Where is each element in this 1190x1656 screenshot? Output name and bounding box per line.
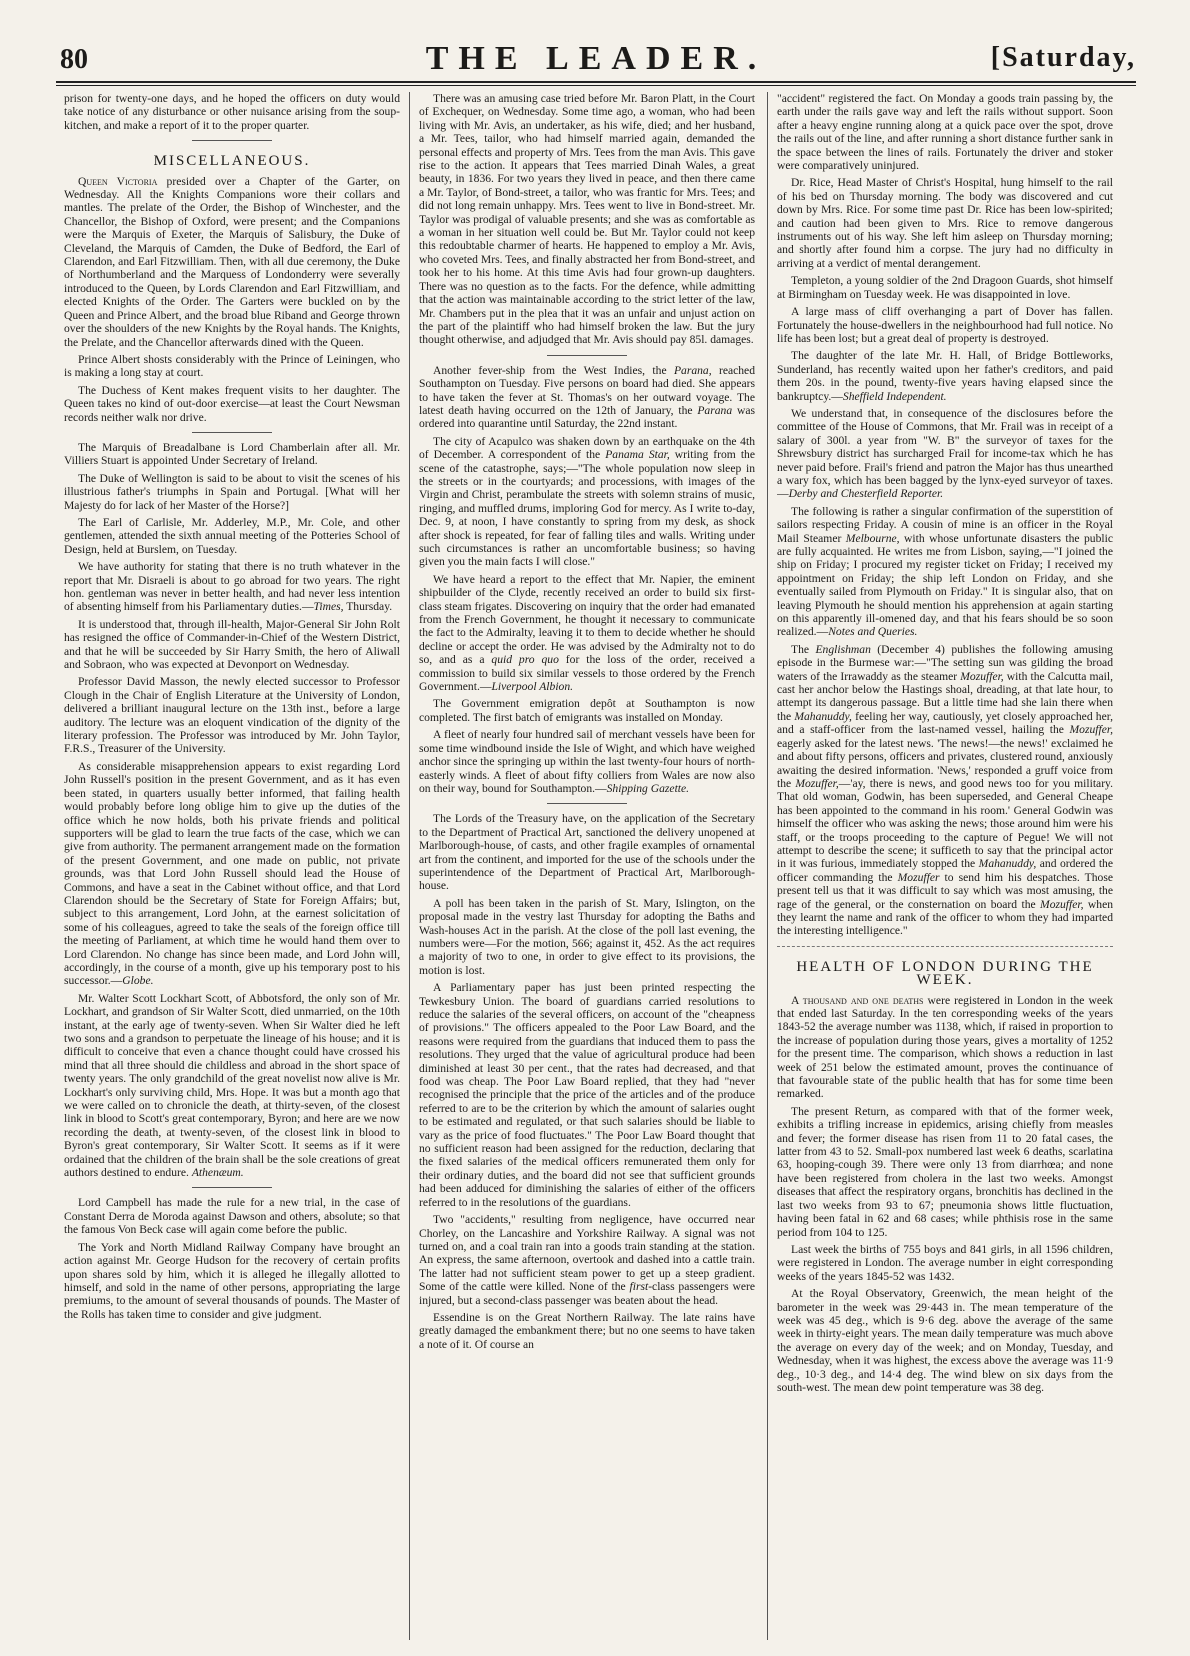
article-paragraph: Essendine is on the Great Northern Railway. The late rains have greatly damaged the embankment there; but no one seems to have taken a note of it. Of course an: [419, 1310, 755, 1351]
source-citation: Athenæum.: [191, 1166, 244, 1180]
separator: [777, 946, 1113, 947]
column-divider: [409, 92, 410, 1640]
article-paragraph: The Duke of Wellington is said to be about to visit the scenes of his illustrious father's triumphs in Spain and Portugal. [What will her Majesty do for lack of her Master of the Horse?]: [64, 471, 400, 512]
issue-day: [Saturday,: [990, 42, 1136, 73]
column-1: [64, 92, 400, 1644]
masthead-rule: [56, 81, 1136, 83]
article-paragraph: At the Royal Observatory, Greenwich, the mean height of the barometer in the week was 29·443 in. The mean temperature of the week was 45 deg., which is 9·6 deg. above the average of the same week in thirty-eight years. The mean daily temperature was much above the average on every day of the week; and on Monday, Tuesday, and Wednesday, when it was highest, the excess above the average was 11·9 deg., 10·3 deg., and 14·4 deg. The wind blew on six days from the south-west. The mean dew point temperature was 38 deg.: [777, 1287, 1113, 1394]
article-paragraph: The Marquis of Breadalbane is Lord Chamberlain after all. Mr. Villiers Stuart is appointed Under Secretary of Ireland.: [64, 440, 400, 468]
article-paragraph: We have authority for stating that there is no truth whatever in the report that Mr. Disraeli is about to go abroad for two years. The right hon. gentleman was never in better health, and had never less intention of absenting himself from his Parliamentary duties.—Times, Thursday.: [64, 560, 400, 614]
column-3: [777, 92, 1113, 1644]
column-divider: [767, 92, 768, 1640]
page-number: 80: [60, 44, 88, 75]
column-2: [419, 92, 755, 1644]
article-paragraph: As considerable misapprehension appears to exist regarding Lord John Russell's position in the present Government, and as it has even been stated, in quarters usually better informed, that failing health would probably before long oblige him to give up the duties of the office which he now holds, both his private friends and political supporters will be glad to learn the true facts of the case, which we can give from authority. The permanent arrangement made on the formation of the present Government, and one made on public, not private grounds, was that Lord John Russell should lead the House of Commons, and have a seat in the Cabinet without office, and that Lord Clarendon should be the Secretary of State for Foreign Affairs; but, subject to this arrangement, Lord John, at the earnest solicitation of some of his colleagues, agreed to take the seals of the foreign office till the meeting of Parliament, at which time he would hand them over to Lord Clarendon. No change has since been made, and Lord John will, accordingly, in the course of a month, give up his temporary post to his successor.—Globe.: [64, 759, 400, 988]
article-paragraph: The present Return, as compared with that of the former week, exhibits a trifling increase in epidemics, arising chiefly from measles and fever; the former disease has risen from 11 to 20 fatal cases, the latter from 43 to 52. Small-pox numbered last week 6 deaths, scarlatina 63, hooping-cough 39. There were only 13 from diarrhœa; and none have been registered from cholera in the last two weeks. Amongst diseases that affect the respiratory organs, bronchitis has declined in the last two weeks from 93 to 67; pneumonia shows little fluctuation, having been fatal in 62 and 68 cases; while phthisis rose in the same period from 104 to 125.: [777, 1104, 1113, 1239]
source-citation: Shipping Gazette.: [606, 781, 690, 795]
article-paragraph: The Duchess of Kent makes frequent visits to her daughter. The Queen takes no kind of out-door exercise—at least the Court Newsman records neither walk nor drive.: [64, 383, 400, 424]
source-citation: Sheffield Independent.: [842, 389, 947, 403]
separator: [547, 803, 627, 804]
article-paragraph: The daughter of the late Mr. H. Hall, of Bridge Bottleworks, Sunderland, has recently waited upon her father's creditors, and paid them 20s. in the pound, twenty-five years having elapsed since the bankruptcy.—Sheffield Independent.: [777, 349, 1113, 403]
article-paragraph: The Lords of the Treasury have, on the application of the Secretary to the Department of Practical Art, sanctioned the delivery unopened at Marlborough-house, of casts, and other fragile examples of ornamental art from the continent, and imported for the use of the schools under the superintendence of the Department of Practical Art, Marlborough-house.: [419, 812, 755, 893]
source-citation: Liverpool Albion.: [491, 680, 574, 694]
article-paragraph: Lord Campbell has made the rule for a new trial, in the case of Constant Derra de Moroda against Dawson and others, absolute; so that the famous Von Beck case will again come before the public.: [64, 1196, 400, 1237]
separator: [547, 355, 627, 356]
separator: [192, 432, 272, 433]
article-paragraph: Two "accidents," resulting from negligence, have occurred near Chorley, on the Lancashire and Yorkshire Railway. A signal was not turned on, and a coal train ran into a goods train standing at the station. An express, the same afternoon, overtook and dashed into a cattle train. The latter had not sufficient steam power to get up a steep gradient. Some of the cattle were killed. None of the first-class passengers were injured, but a second-class passenger was beaten about the head.: [419, 1213, 755, 1307]
article-paragraph: The Earl of Carlisle, Mr. Adderley, M.P., Mr. Cole, and other gentlemen, attended the sixth annual meeting of the Potteries School of Design, held at Burslem, on Tuesday.: [64, 515, 400, 556]
article-paragraph: The Englishman (December 4) publishes the following amusing episode in the Burmese war:—"The setting sun was gilding the broad waters of the Irrawaddy as the steamer Mozuffer, with the Calcutta mail, cast her anchor below the Hastings shoal, dreading, at that late hour, to attempt its dangerous passage. But a little time had she lain there when the Mahanuddy, feeling her way, cautiously, yet closely approached her, and a staff-officer from the last-named vessel, hailing the Mozuffer, eagerly asked for the latest news. 'The news!—the news!' exclaimed he and about fifty persons, officers and privates, clustered round, anxiously awaiting the desired information. 'News,' responded a gruff voice from the Mozuffer,—'ay, there is news, and good news too for you military. That old woman, Godwin, has been superseded, and General Cheape has been appointed to the command in his room.' General Godwin was himself the officer who was asking the news; those around him were his staff, or the troops proceeding to the capture of Pegue! We will not attempt to describe the scene; it sufficeth to say that the principal actor in it was furious, immediately stopped the Mahanuddy, and ordered the officer commanding the Mozuffer to send him his despatches. Those present tell us that it was difficult to say which was most amusing, the rage of the general, or the consternation on board the Mozuffer, when they learnt the name and rank of the officer to whom they had imparted the interesting intelligence.": [777, 642, 1113, 938]
article-paragraph: It is understood that, through ill-health, Major-General Sir John Rolt has resigned the office of Commander-in-Chief of the Western District, and that he will be succeeded by Sir Harry Smith, the hero of Aliwall and Sobraon, who was expected at Devonport on Wednesday.: [64, 617, 400, 672]
separator: [192, 140, 272, 141]
source-citation: Notes and Queries.: [828, 625, 918, 639]
source-citation: Times,: [313, 600, 344, 614]
article-paragraph: Last week the births of 755 boys and 841 girls, in all 1596 children, were registered in London. The average number in eight corresponding weeks of the years 1845-52 was 1432.: [777, 1242, 1113, 1283]
article-paragraph: prison for twenty-one days, and he hoped the officers on duty would take notice of any disturbance or other nuisance arising from the soup-kitchen, and make a report of it to the proper quarter.: [64, 92, 400, 132]
article-paragraph: Prince Albert shosts considerably with the Prince of Leiningen, who is making a long stay at court.: [64, 352, 400, 380]
article-paragraph: Templeton, a young soldier of the 2nd Dragoon Guards, shot himself at Birmingham on Tuesday week. He was disappointed in love.: [777, 274, 1113, 301]
article-paragraph: The following is rather a singular confirmation of the superstition of sailors respecting Friday. A cousin of mine is an officer in the Royal Mail Steamer Melbourne, with whose unfortunate disasters the public are fully acquainted. He writes me from Lisbon, saying,—"I joined the ship on Friday; I procured my register ticket on Friday; I received my appointment on Friday; the ship left London on Friday, and she eventually sailed from Plymouth on Friday." It is singular also, that on leaving Plymouth he should mention his apprehension at again starting on this apparently ill-omened day, and that his fears should be so soon realized.—Notes and Queries.: [777, 504, 1113, 639]
article-paragraph: Another fever-ship from the West Indies, the Parana, reached Southampton on Tuesday. Five persons on board had died. She appears to have taken the fever at St. Thomas's on her outward voyage. The latest death having occurred on the 12th of January, the Parana was ordered into quarantine until Saturday, the 22nd instant.: [419, 363, 755, 431]
article-paragraph: There was an amusing case tried before Mr. Baron Platt, in the Court of Exchequer, on Wednesday. Some time ago, a woman, who had been living with Mr. Avis, an undertaker, as his wife, died; and her husband, a Mr. Tees, tailor, who had himself married again, demanded the personal effects and property of Mrs. Tees from the man Avis. This gave rise to the action. It appears that Tees married Dinah Wales, a great beauty, in 1836. For two years they lived in peace, and then there came a Mr. Taylor, of Bond-street, a tailor, who was frantic for Mrs. Tees; and did not long remain unhappy. Mrs. Tees went to live in Bond-street. Mr. Taylor was prodigal of valuable presents; and she was as comfortable as a woman in her situation well could be. But Mr. Taylor could not keep this redoubtable charmer of hearts. He happened to employ a Mr. Avis, who coveted Mrs. Tees, and finally abstracted her from Bond-street, and took her to his home. At this time Avis had four grown-up daughters. There was no question as to the facts. For the defence, while admitting that the action was maintainable according to the strict letter of the law, Mr. Chambers put in the plea that it was an unfair and unjust action on the part of the plaintiff who had himself broken the law. But the jury thought otherwise, and adjudged that Mr. Avis should pay 85l. damages.: [419, 92, 755, 347]
article-paragraph: Mr. Walter Scott Lockhart Scott, of Abbotsford, the only son of Mr. Lockhart, and grandson of Sir Walter Scott, died unmarried, on the 10th instant, at the early age of twenty-seven. When Sir Walter died he left two sons and a grandson to perpetuate the lineage of his house; and it is difficult to conceive that even a chance thought could have crossed his mind that all three should die childless and abroad in the short space of twenty years. The only grandchild of the great novelist now alive is Mr. Lockhart's only surviving child, Mrs. Hope. It was but a month ago that we were called on to chronicle the death, at thirty-seven, of the closest link in blood to Scott's great contemporary, Byron; and here are we now recording the death, at twenty-seven, of the closest link in blood to Byron's great contemporary, Sir Walter Scott. It seems as if it were ordained that the children of the brain shall be the sole creations of great authors destined to endure. Athenæum.: [64, 991, 400, 1180]
article-paragraph: The York and North Midland Railway Company have brought an action against Mr. George Hudson for the recovery of certain profits upon shares sold by him, which it is alleged he illegally allotted to himself, and sold in the name of other persons, appropriating the large premiums, to the amount of several thousands of pounds. The Master of the Rolls has taken time to consider and give judgment.: [64, 1240, 400, 1321]
article-paragraph: We understand that, in consequence of the disclosures before the committee of the House of Commons, that Mr. Frail was in receipt of a salary of 300l. a year from "W. B" the surveyor of taxes for the Shrewsbury district has surcharged Frail for income-tax which he has never paid before. Frail's friend and patron the Major has thus unearthed a wary fox, which has been bagged by the lynx-eyed surveyor of taxes.—Derby and Chesterfield Reporter.: [777, 406, 1113, 501]
lead-words: A thousand and one deaths: [791, 993, 924, 1007]
section-heading-health-of-london: HEALTH OF LONDON DURING THE WEEK.: [796, 958, 1094, 989]
article-paragraph: Professor David Masson, the newly elected successor to Professor Clough in the Chair of English Literature at the University of London, delivered a brilliant inaugural lecture on the 13th inst., before a large auditory. The lecture was an eloquent vindication of the dignity of the literary profession. The Professor was introduced by Mr. John Taylor, F.R.S., Treasurer of the University.: [64, 675, 400, 756]
article-paragraph: A poll has been taken in the parish of St. Mary, Islington, on the proposal made in the vestry last Thursday for adopting the Baths and Wash-houses Act in the parish. At the close of the poll last evening, the numbers were—For the motion, 566; against it, 452. As the act requires a majority of two to one, in order to give effect to its provisions, the motion is lost.: [419, 896, 755, 977]
masthead-rule-thin: [56, 85, 1136, 86]
article-paragraph: Queen Victoria presided over a Chapter of the Garter, on Wednesday. All the Knights Companions wore their collars and mantles. The prelate of the Order, the Bishop of Winchester, and the Chancellor, the Bishop of Oxford, were present; and the Companions were the Marquis of Exeter, the Marquis of Salisbury, the Duke of Cleveland, the Marquis of Camden, the Duke of Bedford, the Earl of Clarendon, and Earl Fitzwilliam. Then, with all due ceremony, the Duke of Northumberland and the Marquess of Londonderry were severally introduced to the Queen, by Lords Clarendon and Earl Fitzwilliam, and elected Knights of the Order. The Garters were buckled on by the Queen and Prince Albert, and the broad blue Riband and George thrown over the shoulders of the new Knights by the Royal hands. The Knights, the Prelate, and the Chancellor afterwards dined with the Queen.: [64, 174, 400, 349]
newspaper-title: THE LEADER.: [425, 40, 767, 77]
article-paragraph: We have heard a report to the effect that Mr. Napier, the eminent shipbuilder of the Clyde, recently received an order to build six first-class steam frigates. Discovering on inquiry that the order had emanated from the French Government, he thought it necessary to communicate the fact to the Admiralty, leaving it to them to decide whether he should decline or accept the order. He was advised by the Admiralty not to do so, and as a quid pro quo for the loss of the order, received a commission to build six similar vessels to those ordered by the French Government.—Liverpool Albion.: [419, 572, 755, 694]
article-paragraph: A fleet of nearly four hundred sail of merchant vessels have been for some time windbound inside the Isle of Wight, and which have weighed anchor since the springing up within the last twenty-four hours of north-easterly winds. A fleet of about fifty colliers from Wales are now also on their way, bound for Southampton.—Shipping Gazette.: [419, 728, 755, 795]
masthead: [56, 34, 1136, 80]
article-paragraph: The city of Acapulco was shaken down by an earthquake on the 4th of December. A correspondent of the Panama Star, writing from the scene of the catastrophe, says;—"The whole population now sleep in the streets or in the courtyards; and processions, with images of the Virgin and Christ, perambulate the streets with solemn strains of music, ringing, and muffled drums, imploring God for mercy. As I write to-day, Dec. 9, at noon, I have constantly to spring from my desk, as shock after shock is repeated, for fear of falling tiles and walls. Writing under such circumstances is rather an uncomfortable business; so having given you the main facts I will close.": [419, 434, 755, 569]
article-paragraph: A large mass of cliff overhanging a part of Dover has fallen. Fortunately the house-dwellers in the neighbourhood had full notice. No life has been lost; but a great deal of property is destroyed.: [777, 305, 1113, 345]
article-paragraph: A Parliamentary paper has just been printed respecting the Tewkesbury Union. The board of guardians carried resolutions to reduce the salaries of the several officers, on account of the "cheapness of provisions." The officers appealed to the Poor Law Board, and the reasons were required from the guardians that induced them to pass the resolutions. They urged that the value of agricultural produce had been diminished at least 30 per cent., that the rates had decreased, and that food was cheap. The Poor Law Board replied, that they had "never recognised the principle that the price of the articles and of the produce referred to are to be the criterion by which the amount of salaries ought to be estimated and regulated, or that such salaries should be liable to vary as the price of food fluctuates." The Poor Law Board thought that no sufficient reason had been assigned for the reduction, declaring that the fixed salaries of the medical officers remunerated them only for their ordinary duties, and the board did not see that sufficient grounds had been adduced for diminishing the salaries of either of the officers referred to in the resolutions of the guardians.: [419, 981, 755, 1209]
article-paragraph: Dr. Rice, Head Master of Christ's Hospital, hung himself to the rail of his bed on Thursday morning. The body was discovered and cut down by Mrs. Rice. For some time past Dr. Rice has been low-spirited; and caution had been given to Mrs. Rice to remove dangerous instruments out of his way. She left him asleep on Thursday morning; and shortly after found him a corpse. The jury had no difficulty in arriving at a verdict of mental derangement.: [777, 176, 1113, 270]
article-paragraph: The Government emigration depôt at Southampton is now completed. The first batch of emigrants was installed on Monday.: [419, 697, 755, 724]
source-citation: Globe.: [122, 974, 154, 988]
lead-words: Queen Victoria: [78, 174, 158, 188]
source-citation: Derby and Chesterfield Reporter.: [788, 487, 944, 501]
article-paragraph: A thousand and one deaths were registered in London in the week that ended last Saturday. In the ten corresponding weeks of the years 1843-52 the average number was 1138, which, if raised in proportion to the increase of population during those years, gives a mortality of 1252 for the present time. The comparison, which shows a reduction in last week of 251 below the estimated amount, proves the continuance of that favourable state of the public health that has for some time been remarked.: [777, 993, 1113, 1101]
section-heading-miscellaneous: MISCELLANEOUS.: [153, 153, 311, 170]
article-paragraph: "accident" registered the fact. On Monday a goods train passing by, the earth under the rails gave way and left the rails without support. Soon after a heavy engine running along at a quick pace over the spot, drove the rails out of the line, and after running a short distance further sank in the space between the lines of rails. Fortunately the driver and stoker were comparatively uninjured.: [777, 92, 1113, 173]
separator: [192, 1187, 272, 1188]
